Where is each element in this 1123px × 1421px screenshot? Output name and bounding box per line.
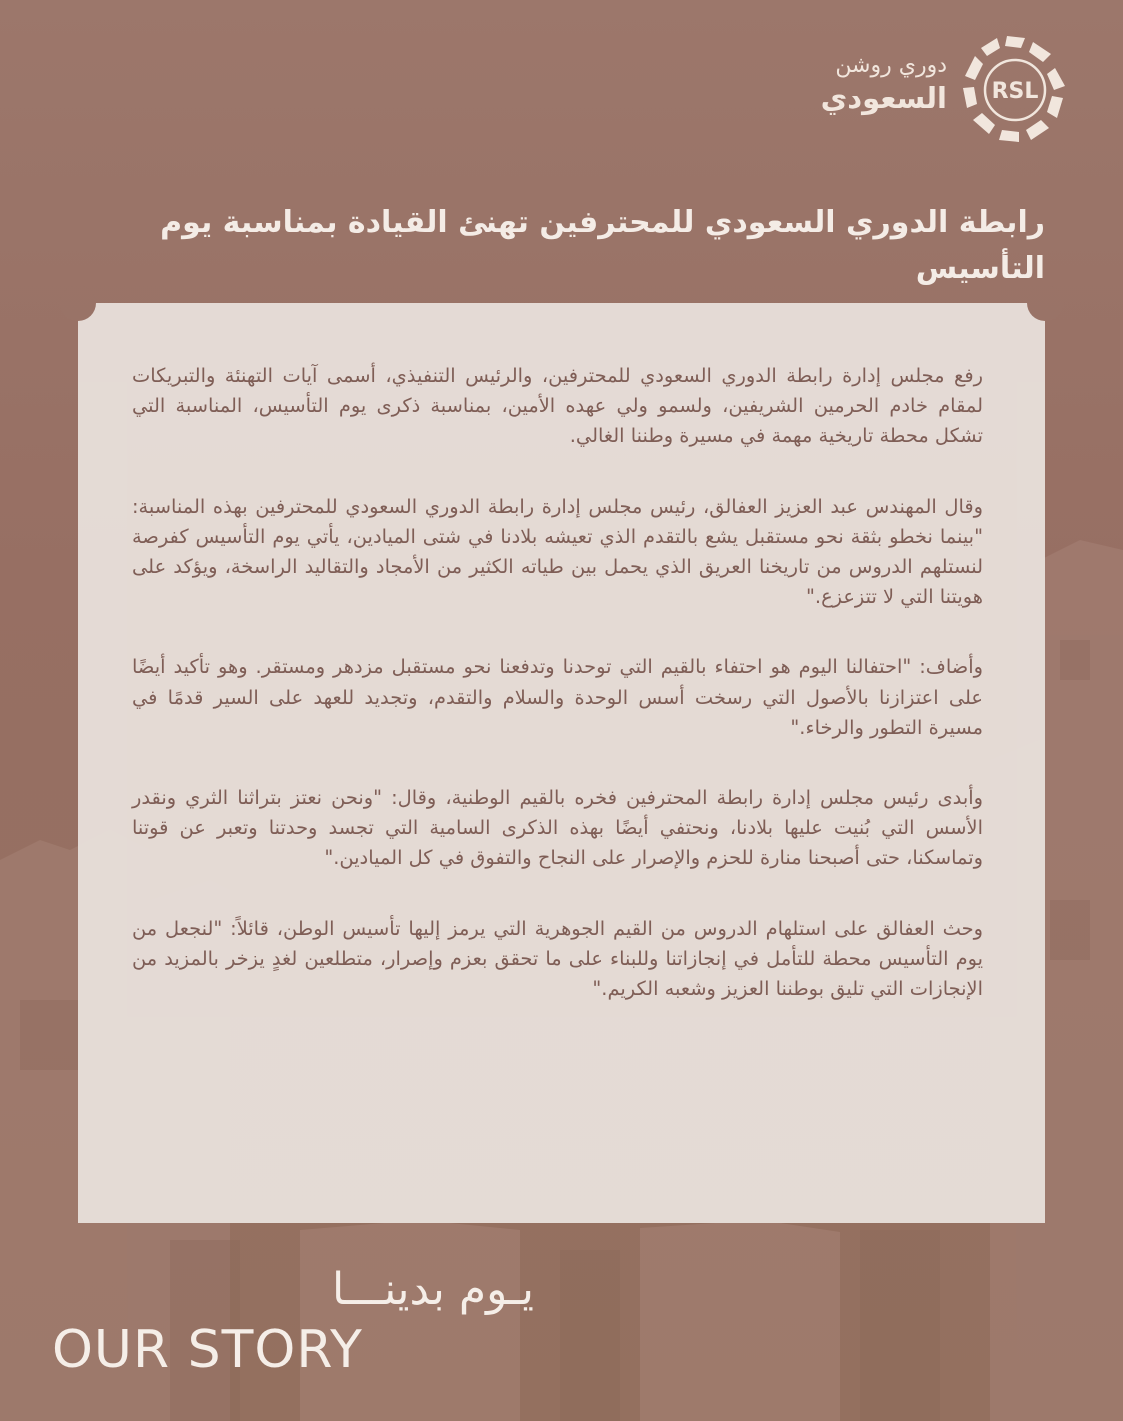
article-body	[132, 361, 983, 1044]
our-story-slogan: OUR STORY	[52, 1320, 363, 1380]
article-paragraph: رفع مجلس إدارة رابطة الدوري السعودي للمحترفين، والرئيس التنفيذي، أسمى آيات التهنئة والتبريكات لمقام خادم الحرمين الشريفين، ولسمو ولي عهده الأمين، بمناسبة ذكرى يوم التأسيس، المناسبة التي تشكل محطة تاريخية مهمة في مسيرة وطننا الغالي.	[132, 364, 983, 448]
page-title: رابطة الدوري السعودي للمحترفين تهنئ القيادة بمناسبة يوم التأسيس	[160, 205, 1045, 286]
article-paragraph: وأبدى رئيس مجلس إدارة رابطة المحترفين فخره بالقيم الوطنية، وقال: "ونحن نعتز بتراثنا الثري ونقدر الأسس التي بُنيت عليها بلادنا، ونحتفي أيضًا بهذه الذكرى السامية التي تجسد وحدتنا وتعبر عن قوتنا وتماسكنا، حتى أصبحنا منارة للحزم والإصرار على النجاح والتفوق في كل الميادين."	[132, 786, 983, 870]
rsl-logo	[807, 30, 1075, 150]
league-name	[807, 52, 947, 116]
article-panel	[78, 303, 1045, 1223]
rsl-badge-text: RSL	[991, 79, 1039, 104]
league-name-line2: السعودي	[820, 81, 947, 115]
rsl-emblem-icon	[955, 30, 1075, 150]
founding-day-slogan: يـوم بدينـــا	[331, 1264, 534, 1315]
panel-corner-notch	[1027, 285, 1063, 321]
article-paragraph: وقال المهندس عبد العزيز العفالق، رئيس مجلس إدارة رابطة الدوري السعودي للمحترفين بهذه المناسبة: "بينما نخطو بثقة نحو مستقبل يشع بالتقدم الذي تعيشه بلادنا في شتى الميادين، يأتي يوم التأسيس كفرصة لنستلهم الدروس من تاريخنا العريق الذي يحمل بين طياته الكثير من الأمجاد والتقاليد الراسخة، ويؤكد على هويتنا التي لا تتزعزع."	[132, 494, 983, 609]
league-name-line1: دوري روشن	[835, 53, 947, 78]
article-paragraph: وحث العفالق على استلهام الدروس من القيم الجوهرية التي يرمز إليها تأسيس الوطن، قائلاً: "لنجعل من يوم التأسيس محطة للتأمل في إنجازاتنا وللبناء على ما تحقق بعزم وإصرار، متطلعين لغدٍ يزخر بالمزيد من الإنجازات التي تليق بوطننا العزيز وشعبه الكريم."	[132, 916, 983, 1001]
panel-corner-notch	[60, 285, 96, 321]
article-paragraph: وأضاف: "احتفالنا اليوم هو احتفاء بالقيم التي توحدنا وتدفعنا نحو مستقبل مزدهر ومستقر. وهو تأكيد أيضًا على اعتزازنا بالأصول التي رسخت أسس الوحدة والسلام والتقدم، وتجديد للعهد على السير قدمًا في مسيرة التطور والرخاء."	[132, 655, 983, 739]
